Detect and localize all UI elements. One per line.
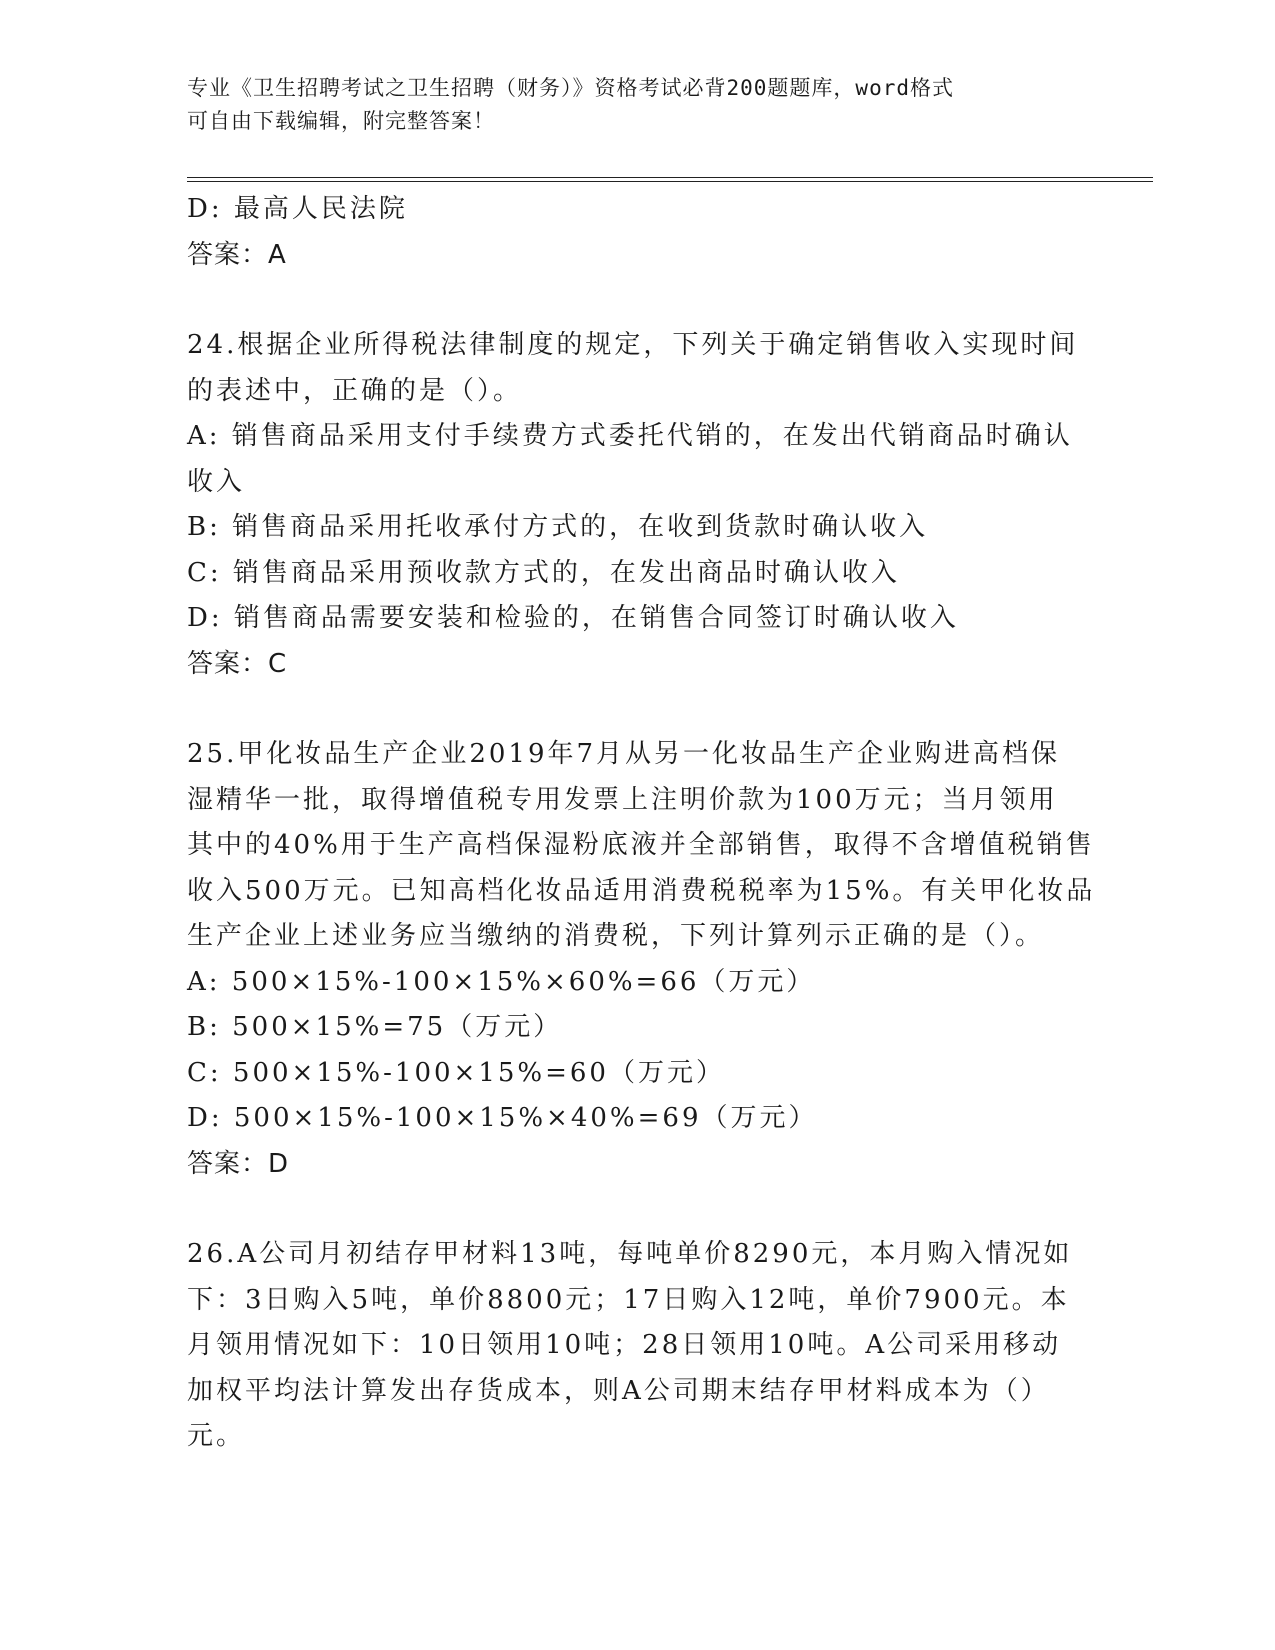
question-stem: 生产企业上述业务应当缴纳的消费税，下列计算列示正确的是（）。	[187, 921, 1045, 951]
question-stem: 26.A公司月初结存甲材料13吨，每吨单价8290元，本月购入情况如	[187, 1239, 1073, 1269]
option-d: D: 销售商品需要安装和检验的，在销售合同签订时确认收入	[187, 603, 959, 633]
question-stem: 加权平均法计算发出存货成本，则A公司期末结存甲材料成本为（）	[187, 1375, 1050, 1406]
question-stem: 湿精华一批，取得增值税专用发票上注明价款为100万元；当月领用	[187, 784, 1058, 815]
question-25	[187, 732, 1096, 1187]
answer: 答案：A	[187, 239, 287, 270]
question-stem: 24.根据企业所得税法律制度的规定，下列关于确定销售收入实现时间	[187, 330, 1079, 360]
header-divider	[187, 177, 1153, 182]
answer: 答案：C	[187, 648, 288, 679]
spacer	[187, 687, 1087, 732]
question-stem: 收入500万元。已知高档化妆品适用消费税税率为15%。有关甲化妆品	[187, 875, 1096, 906]
question-stem: 元。	[187, 1421, 246, 1451]
question-26	[187, 1232, 1087, 1460]
header-title-line-2: 可自由下载编辑，附完整答案！	[187, 109, 495, 133]
option-d: D: 500×15%-100×15%×40%=69（万元）	[187, 1103, 818, 1133]
option-b: B: 500×15%=75（万元）	[187, 1012, 563, 1042]
option-c: C: 销售商品采用预收款方式的，在发出商品时确认收入	[187, 557, 900, 588]
question-stem: 的表述中，正确的是（）。	[187, 375, 523, 406]
option-b: B: 销售商品采用托收承付方式的，在收到货款时确认收入	[187, 512, 929, 542]
option-a: A: 500×15%-100×15%×60%=66（万元）	[187, 966, 816, 997]
spacer	[187, 278, 1087, 323]
document-header	[187, 72, 1067, 138]
question-stem: 月领用情况如下：10日领用10吨；28日领用10吨。A公司采用移动	[187, 1330, 1062, 1360]
header-title-line-1: 专业《卫生招聘考试之卫生招聘（财务）》资格考试必背200题题库，word格式	[187, 76, 954, 100]
option-d: D: 最高人民法院	[187, 194, 408, 224]
question-stem: 下：3日购入5吨，单价8800元；17日购入12吨，单价7900元。本	[187, 1284, 1070, 1315]
spacer	[187, 1187, 1087, 1232]
question-24	[187, 323, 1087, 687]
option-a: A: 销售商品采用支付手续费方式委托代销的，在发出代销商品时确认	[187, 421, 1073, 451]
option-a-continued: 收入	[187, 466, 246, 497]
document-body	[187, 187, 1096, 1460]
question-23-tail	[187, 187, 1087, 278]
question-stem: 其中的40%用于生产高档保湿粉底液并全部销售，取得不含增值税销售	[187, 830, 1095, 860]
answer: 答案：D	[187, 1148, 290, 1179]
option-c: C: 500×15%-100×15%=60（万元）	[187, 1057, 725, 1088]
question-stem: 25.甲化妆品生产企业2019年7月从另一化妆品生产企业购进高档保	[187, 739, 1061, 769]
